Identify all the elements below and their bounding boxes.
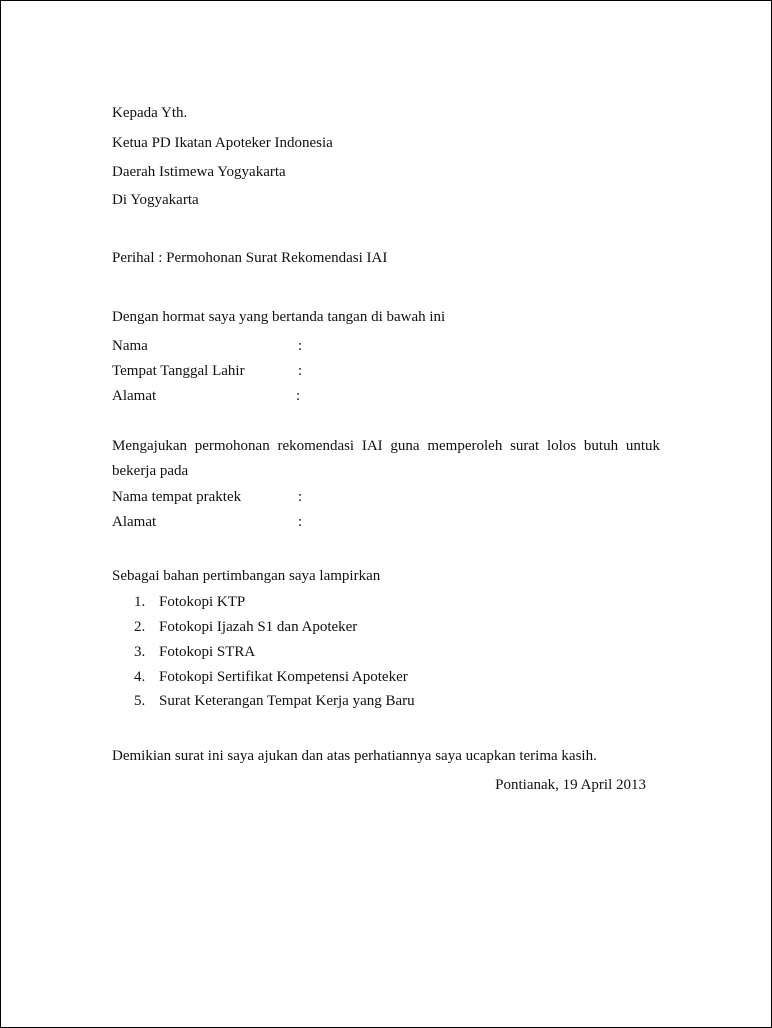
- field-label-ttl: Tempat Tanggal Lahir: [112, 363, 245, 379]
- field-label-nama: Nama: [112, 338, 148, 354]
- recipient-line-2: Ketua PD Ikatan Apoteker Indonesia: [112, 135, 333, 151]
- list-item: Fotokopi Ijazah S1 dan Apoteker: [159, 619, 358, 635]
- field-label-tempat-praktek: Nama tempat praktek: [112, 489, 242, 505]
- request-paragraph-line-1: Mengajukan permohonan rekomendasi IAI guna memperoleh surat lolos butuh untuk: [112, 438, 660, 454]
- field-colon: :: [298, 514, 303, 530]
- field-label-alamat: Alamat: [112, 388, 157, 404]
- list-item: Surat Keterangan Tempat Kerja yang Baru: [159, 693, 415, 709]
- list-item-number: 3.: [134, 644, 146, 660]
- list-item: Fotokopi STRA: [159, 644, 256, 660]
- field-colon: :: [298, 363, 303, 379]
- list-item: Fotokopi Sertifikat Kompetensi Apoteker: [159, 669, 408, 685]
- list-item-number: 2.: [134, 619, 146, 635]
- field-colon: :: [298, 489, 303, 505]
- closing-line: Demikian surat ini saya ajukan dan atas perhatiannya saya ucapkan terima kasih.: [112, 748, 597, 764]
- recipient-line-4: Di Yogyakarta: [112, 192, 199, 208]
- recipient-line-1: Kepada Yth.: [112, 105, 188, 121]
- field-label-alamat-praktek: Alamat: [112, 514, 157, 530]
- list-item-number: 4.: [134, 669, 146, 685]
- recipient-line-3: Daerah Istimewa Yogyakarta: [112, 164, 286, 180]
- request-paragraph-line-2: bekerja pada: [112, 463, 189, 479]
- subject-line: Perihal : Permohonan Surat Rekomendasi IAI: [112, 250, 388, 266]
- list-item-number: 1.: [134, 594, 146, 610]
- field-colon: :: [296, 388, 301, 404]
- place-date: Pontianak, 19 April 2013: [495, 777, 646, 793]
- list-item-number: 5.: [134, 693, 146, 709]
- greeting-line: Dengan hormat saya yang bertanda tangan di bawah ini: [112, 309, 446, 325]
- list-item: Fotokopi KTP: [159, 594, 246, 610]
- attachments-intro: Sebagai bahan pertimbangan saya lampirkan: [112, 568, 381, 584]
- field-colon: :: [298, 338, 303, 354]
